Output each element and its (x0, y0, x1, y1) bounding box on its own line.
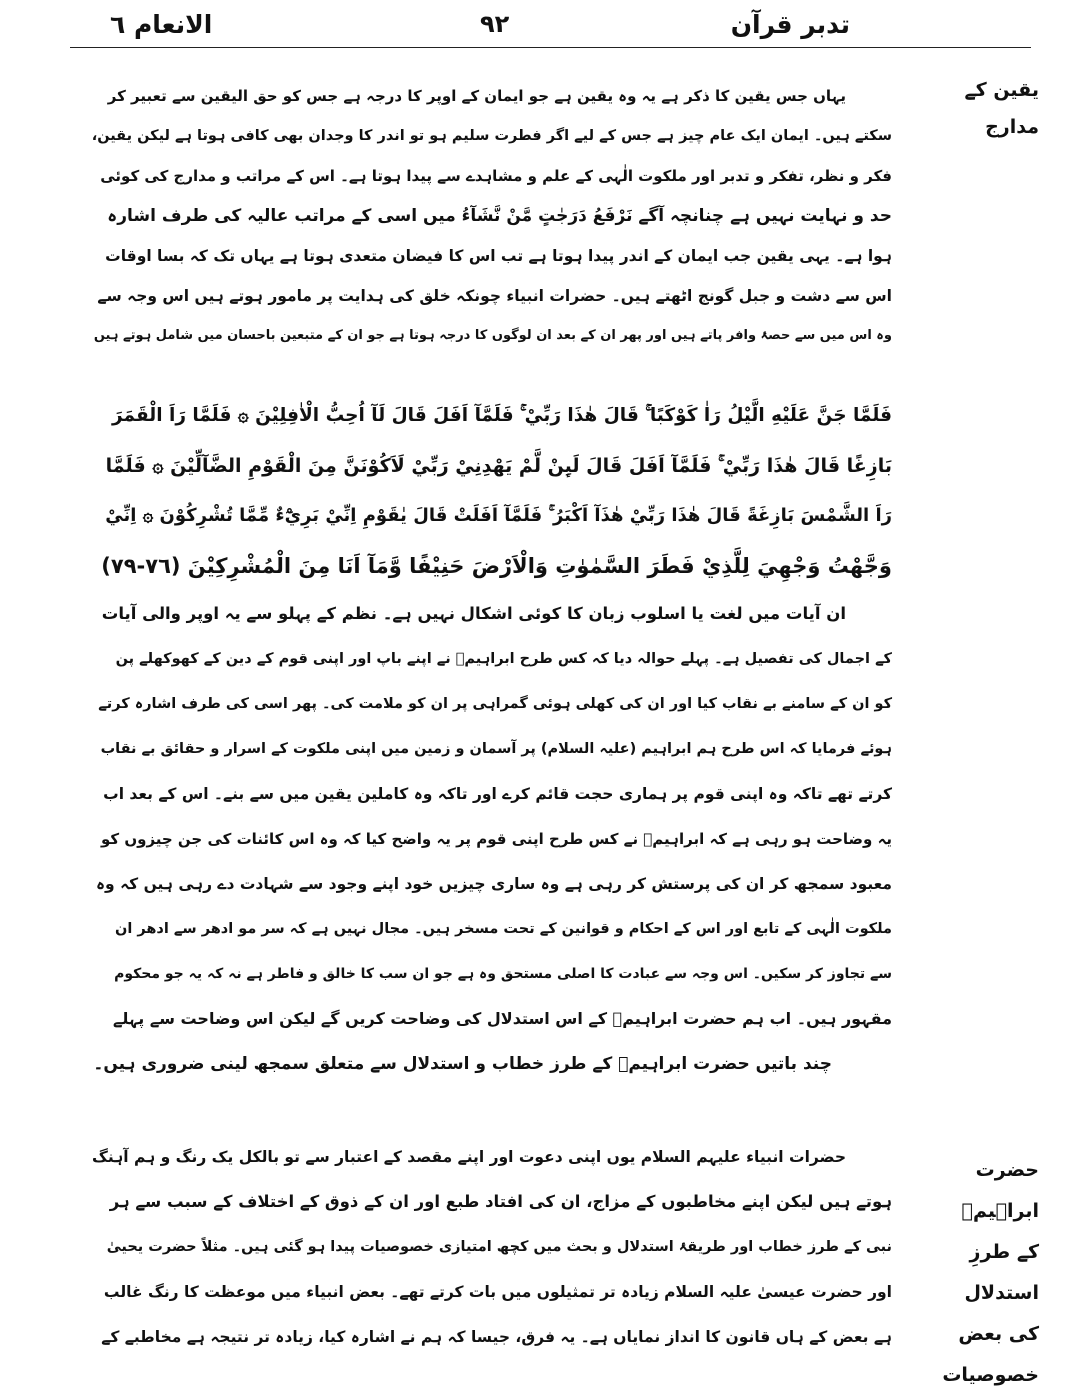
book-title: تدبر قرآن (730, 10, 850, 39)
margin-note-line: مدارج (985, 116, 1039, 138)
margin-note-ibrahim-style (942, 1150, 1039, 1396)
text-line: ہوئے فرمایا کہ اس طرح ہم ابراہیم (علیہ السلام) پر آسمان و زمین میں اپنی ملکوت کے اسرار و حقائق بے نقاب (100, 741, 892, 757)
text-line: ہوا ہے۔ یہی یقین جب ایمان کے اندر پیدا ہوتا ہے تب اس کا فیضان متعدی ہوتا ہے یہاں تک کہ بسا اوقات (105, 247, 892, 265)
margin-note-line: حضرت ابراہیمؑ (961, 1159, 1039, 1222)
text-line: ہوتے ہیں لیکن اپنے مخاطبوں کے مزاج، ان کی افتاد طبع اور ان کے ذوق کے اختلاف کے سبب سے ہر (109, 1192, 892, 1211)
text-line: سکتے ہیں۔ ایمان ایک عام چیز ہے جس کے لیے اگر فطرت سلیم ہو تو اندر کا وجدان بھی کافی ہوتا ہے لیکن یقین، (91, 128, 892, 144)
text-line: اس سے دشت و جبل گونج اٹھتے ہیں۔ حضرات انبیاء چونکہ خلق کی ہدایت پر مامور ہوتے ہیں اس وجہ سے (97, 287, 892, 305)
text-line: کو ان کے سامنے بے نقاب کیا اور ان کی کھلی ہوئی گمراہی پر ان کو ملامت کی۔ پھر اسی کی طرف اشارہ کرتے (98, 696, 892, 712)
text-line: سے تجاوز کر سکیں۔ اس وجہ سے عبادت کا اصلی مستحق وہ ہے جو ان سب کا خالق و فاطر ہے نہ کہ یہ جو محکوم (114, 966, 892, 982)
text-line: وہ اس میں سے حصۂ وافر پاتے ہیں اور پھر ان کے بعد ان لوگوں کا درجہ ہوتا ہے جو ان کے متبعین باحسان میں شامل ہوتے ہیں (93, 328, 892, 343)
text-line: یہاں جس یقین کا ذکر ہے یہ وہ یقین ہے جو ایمان کے اوپر کا درجہ ہے جس کو حق الیقین سے تعبیر کر (107, 87, 846, 105)
text-line: معبود سمجھ کر ان کی پرستش کر رہی ہے وہ ساری چیزیں خود اپنے وجود سے شہادت دے رہی ہیں کہ وہ (95, 875, 892, 893)
text-line: ان آیات میں لغت یا اسلوب زبان کا کوئی اشکال نہیں ہے۔ نظم کے پہلو سے یہ اوپر والی آیات (101, 604, 846, 623)
text-line: حد و نہایت نہیں ہے چنانچہ آگے نَرْفَعُ دَرَجٰتٍ مَّنْ نَّشَآءُ میں اسی کے مراتب عالیہ کی طرف اشارہ (107, 206, 892, 226)
surah-name: الانعام ٦ (110, 10, 213, 39)
text-line: کرتے تھے تاکہ وہ اپنی قوم پر ہماری حجت قائم کرے اور تاکہ وہ کاملین یقین میں سے بنے۔ اس کے بعد اب (103, 785, 892, 803)
quran-verse-line: فَلَمَّا جَنَّ عَلَيْهِ الَّيْلُ رَاٰ كَوْكَبًا ۚ قَالَ هٰذَا رَبِّيْ ۚ فَلَمَّآ اَفَلَ قَالَ لَآ اُحِبُّ الْاٰفِلِيْنَ ۞ فَلَمَّا رَاَ الْقَمَرَ (112, 405, 892, 426)
text-line: ملکوت الٰہی کے تابع اور اس کے احکام و قوانین کے تحت مسخر ہیں۔ مجال نہیں ہے کہ سر مو ادھر سے ادھر ان (114, 921, 892, 937)
text-line: فکر و نظر، تفکر و تدبر اور ملکوت الٰہی کے علم و مشاہدے سے پیدا ہوتا ہے۔ اس کے مراتب و مدارج کی کوئی (100, 167, 892, 185)
margin-note-levels-of-certainty (949, 72, 1039, 146)
text-line: ہے بعض کے ہاں قانون کا انداز نمایاں ہے۔ یہ فرق، جیسا کہ ہم نے اشارہ کیا، زیادہ تر نتیجہ ہے مخاطبے کے (101, 1328, 892, 1346)
margin-note-line: خصوصیات (942, 1364, 1039, 1386)
text-line: کے اجمال کی تفصیل ہے۔ پہلے حوالہ دیا کہ کس طرح ابراہیمؑ نے اپنے باپ اور اپنی قوم کے دین کے کھوکھلے پن (115, 651, 892, 667)
text-line: مقہور ہیں۔ اب ہم حضرت ابراہیمؑ کے اس استدلال کی وضاحت کریں گے لیکن اس وضاحت سے پہلے (112, 1009, 892, 1028)
quran-verse-line: بَازِغًا قَالَ هٰذَا رَبِّيْ ۚ فَلَمَّآ اَفَلَ قَالَ لَىِٕنْ لَّمْ يَهْدِنِيْ رَبِّيْ لَاَكُوْنَنَّ مِنَ الْقَوْمِ الضَّآلِّيْنَ ۞ فَلَمَّا (105, 455, 892, 477)
quran-verse-line: رَاَ الشَّمْسَ بَازِغَةً قَالَ هٰذَا رَبِّيْ هٰذَآ اَكْبَرُ ۚ فَلَمَّآ اَفَلَتْ قَالَ يٰقَوْمِ اِنِّيْ بَرِيْٓءٌ مِّمَّا تُشْرِكُوْنَ ۞ اِنِّيْ (105, 505, 892, 526)
margin-note-line: یقین کے (964, 79, 1039, 101)
text-line: نبی کے طرز خطاب اور طریقۂ استدلال و بحث میں کچھ امتیازی خصوصیات پیدا ہو گئی ہیں۔ مثلاً حضرت یحییٰ (106, 1239, 892, 1255)
page-number: ۹۲ (480, 10, 510, 38)
quran-verse-line: وَجَّهْتُ وَجْهِيَ لِلَّذِيْ فَطَرَ السَّمٰوٰتِ وَالْاَرْضَ حَنِيْفًا وَّمَآ اَنَا مِنَ الْمُشْرِكِيْنَ (٧٦-٧٩) (101, 554, 892, 578)
text-line: حضرات انبیاء علیہم السلام یوں اپنی دعوت اور اپنے مقصد کے اعتبار سے تو بالکل یک رنگ و ہم آہنگ (91, 1148, 846, 1166)
main-text (92, 0, 892, 1386)
text-line: یہ وضاحت ہو رہی ہے کہ ابراہیمؑ نے کس طرح اپنی قوم پر یہ واضح کیا کہ وہ اس کائنات کی جن چیزوں کو (100, 830, 892, 848)
margin-note-line: کی بعض (958, 1323, 1039, 1345)
text-line: اور حضرت عیسیٰ علیہ السلام زیادہ تر تمثیلوں میں بات کرتے تھے۔ بعض انبیاء میں موعظت کا رنگ غالب (103, 1283, 892, 1301)
margin-note-line: کے طرزِ استدلال (964, 1241, 1039, 1304)
text-line: چند باتیں حضرت ابراہیمؑ کے طرز خطاب و استدلال سے متعلق سمجھ لینی ضروری ہیں۔ (93, 1054, 832, 1074)
